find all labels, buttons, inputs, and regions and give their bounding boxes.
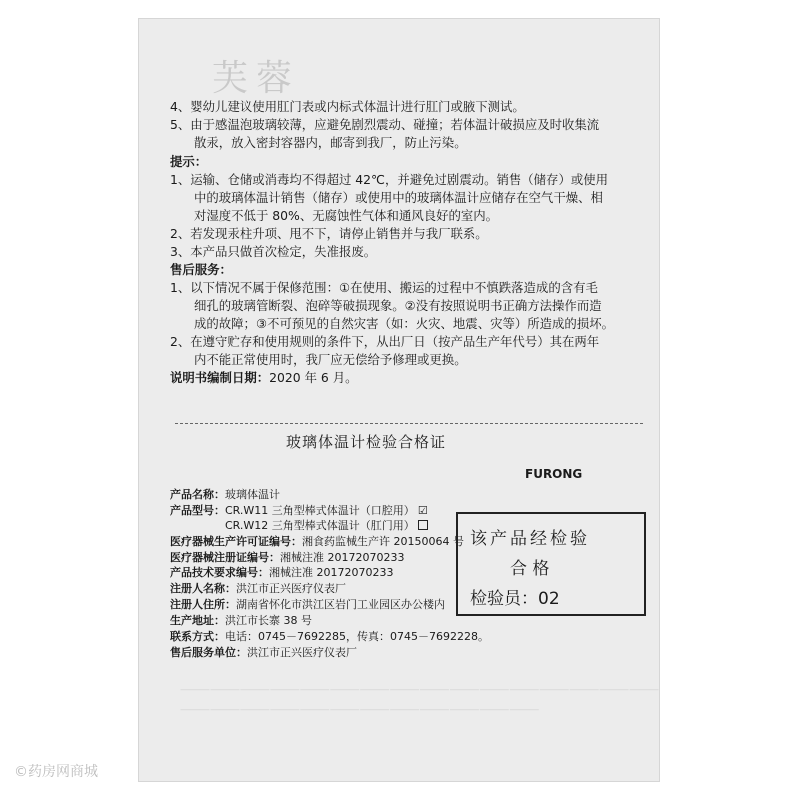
cert-registration: 医疗器械注册证编号：湘械注准 20172070233 xyxy=(170,551,405,564)
service-line: 细孔的玻璃管断裂、泡碎等破损现象。②没有按照说明书正确方法操作而造 xyxy=(194,298,602,313)
cert-model-1: 产品型号：CR.W11 三角型棒式体温计（口腔用） ☑ xyxy=(170,504,428,517)
instruction-line: 散汞，放入密封容器内，邮寄到我厂，防止污染。 xyxy=(194,135,467,150)
service-line: 成的故障；③不可预见的自然灾害（如：火灾、地震、灾等）所造成的损坏。 xyxy=(194,316,614,331)
cut-line xyxy=(175,423,643,424)
inspection-stamp xyxy=(456,512,646,616)
cert-model-2: CR.W12 三角型棒式体温计（肛门用） xyxy=(225,519,428,533)
tip-line: 3、本产品只做首次检定，失准报废。 xyxy=(170,244,377,259)
cert-after-sales: 售后服务单位：洪江市正兴医疗仪表厂 xyxy=(170,646,357,659)
cert-production-address: 生产地址：洪江市长寨 38 号 xyxy=(170,614,312,627)
service-line: 2、在遵守贮存和使用规则的条件下，从出厂日（按产品生产年代号）其在两年 xyxy=(170,334,600,349)
tip-line: 1、运输、仓储或消毒均不得超过 42℃，并避免过剧震动。销售（储存）或使用 xyxy=(170,172,609,187)
tip-line: 对湿度不低于 80%、无腐蚀性气体和通风良好的室内。 xyxy=(194,208,499,223)
cert-registrant-address: 注册人住所：湖南省怀化市洪江区岩门工业园区办公楼内 xyxy=(170,598,445,611)
service-heading: 售后服务： xyxy=(170,262,232,277)
edit-date-value: 2020 年 6 月。 xyxy=(269,370,358,385)
site-watermark: ©药房网商城 xyxy=(14,764,98,780)
checkbox-checked-icon: ☑ xyxy=(417,504,428,517)
checkbox-empty-icon xyxy=(418,520,428,530)
instruction-line: 4、婴幼儿建议使用肛门表或内标式体温计进行肛门或腋下测试。 xyxy=(170,99,525,114)
cert-tech-requirement: 产品技术要求编号：湘械注准 20172070233 xyxy=(170,566,394,579)
tip-line: 2、若发现汞柱升项、甩不下，请停止销售并与我厂联系。 xyxy=(170,226,488,241)
edit-date-label: 说明书编制日期： xyxy=(170,370,270,385)
tips-heading: 提示： xyxy=(170,154,208,169)
cert-contact: 联系方式：电话：0745－7692285，传真：0745－7692228。 xyxy=(170,630,489,643)
cert-registrant: 注册人名称：洪江市正兴医疗仪表厂 xyxy=(170,582,346,595)
tip-line: 中的玻璃体温计销售（储存）或使用中的玻璃体温计应储存在空气干燥、相 xyxy=(194,190,603,205)
certificate-title: 玻璃体温计检验合格证 xyxy=(286,433,447,451)
bleed-through-text: ⸻⸻⸻⸻⸻⸻⸻⸻⸻⸻⸻⸻⸻⸻⸻⸻ xyxy=(180,682,660,696)
stamp-line-1: 该产品经检验 xyxy=(470,529,590,549)
bleed-through-brand: 芙蓉 xyxy=(212,58,301,99)
bleed-through-text: ⸻⸻⸻⸻⸻⸻⸻⸻⸻⸻⸻⸻ xyxy=(180,702,540,716)
service-line: 1、以下情况不属于保修范围：①在使用、搬运的过程中不慎跌落造成的含有毛 xyxy=(170,280,598,295)
service-line: 内不能正常使用时，我厂应无偿给予修理或更换。 xyxy=(194,352,467,367)
instruction-line: 5、由于感温泡玻璃较薄，应避免剧烈震动、碰撞；若体温计破损应及时收集流 xyxy=(170,117,600,132)
stamp-line-2: 合 格 xyxy=(510,559,550,579)
cert-license: 医疗器械生产许可证编号：湘食药监械生产许 20150064 号 xyxy=(170,535,464,548)
stamp-line-3: 检验员：02 xyxy=(470,589,560,609)
cert-product-name: 产品名称：玻璃体温计 xyxy=(170,488,280,501)
brand-logo-text: FURONG xyxy=(525,467,583,481)
edit-date xyxy=(170,370,358,386)
